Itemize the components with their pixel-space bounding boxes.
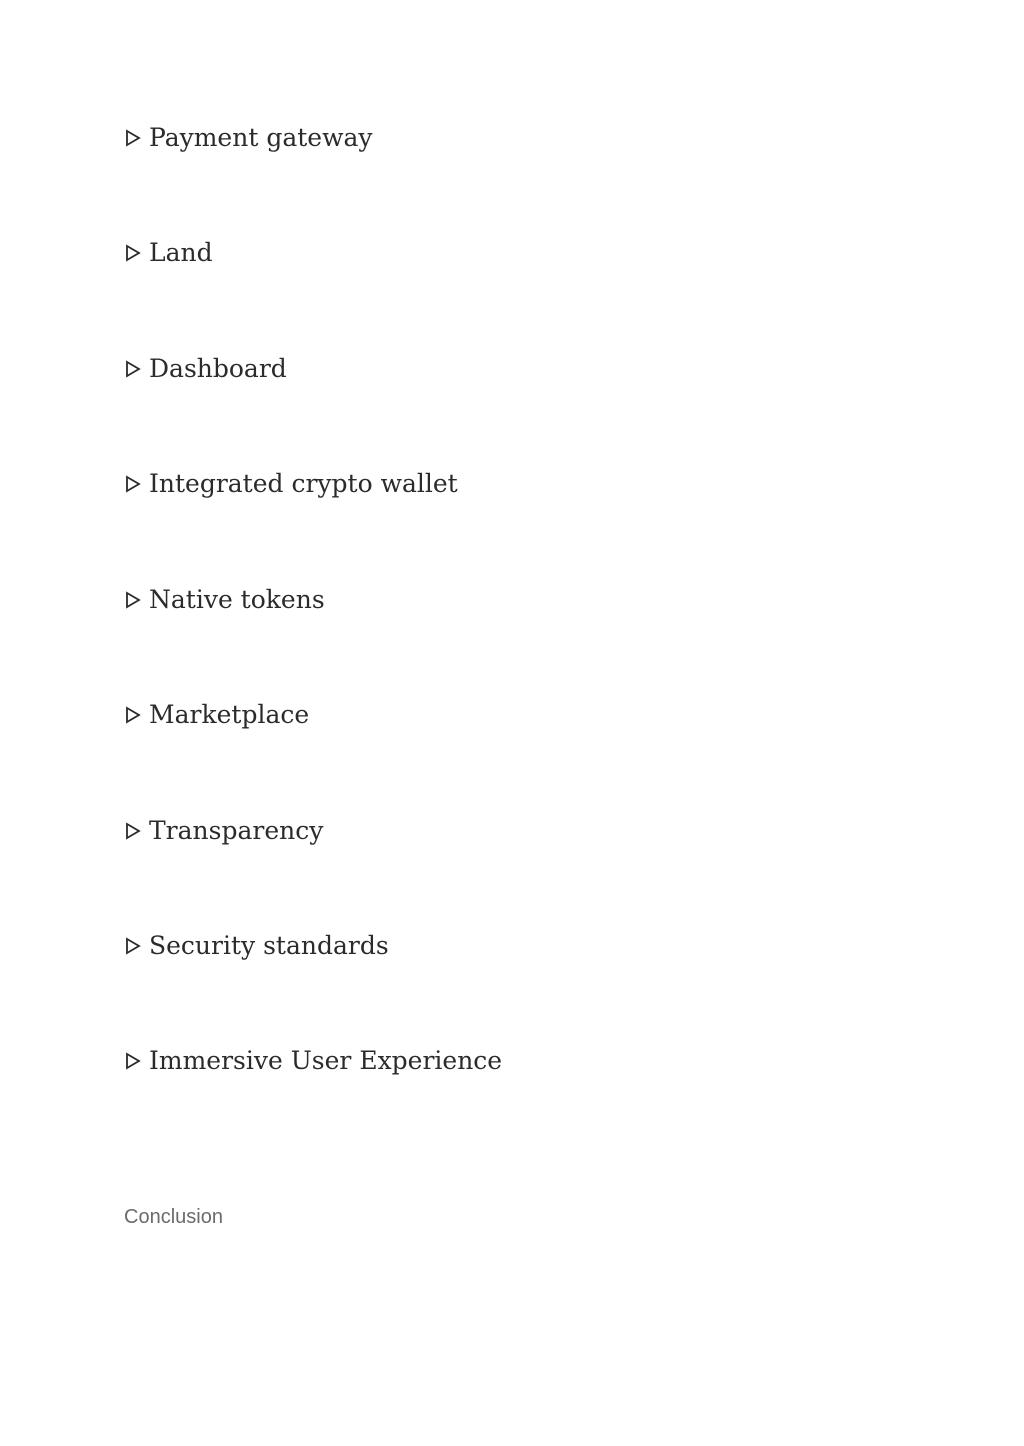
feature-label-dashboard: Dashboard xyxy=(149,353,287,383)
feature-label-integrated-crypto-wallet: Integrated crypto wallet xyxy=(149,469,458,499)
triangle-right-outline-icon xyxy=(124,693,142,737)
triangle-right-outline-icon xyxy=(124,1039,142,1083)
feature-label-marketplace: Marketplace xyxy=(149,700,310,730)
list-item xyxy=(124,809,502,924)
list-item xyxy=(124,116,502,231)
feature-label-immersive-user-experience: Immersive User Experience xyxy=(149,1046,503,1076)
list-item xyxy=(124,578,502,693)
list-item xyxy=(124,1039,502,1155)
feature-list xyxy=(124,116,502,1155)
triangle-right-outline-icon xyxy=(124,116,142,160)
feature-label-land: Land xyxy=(149,238,213,268)
triangle-right-outline-icon xyxy=(124,924,142,968)
feature-label-payment-gateway: Payment gateway xyxy=(149,123,373,152)
feature-label-native-tokens: Native tokens xyxy=(149,584,325,614)
triangle-right-outline-icon xyxy=(124,578,142,622)
feature-label-transparency: Transparency xyxy=(149,815,324,845)
list-item xyxy=(124,231,502,346)
triangle-right-outline-icon xyxy=(124,809,142,853)
triangle-right-outline-icon xyxy=(124,231,142,275)
list-item xyxy=(124,347,502,463)
triangle-right-outline-icon xyxy=(124,347,142,391)
list-item xyxy=(124,924,502,1039)
feature-label-security-standards: Security standards xyxy=(149,930,389,960)
list-item xyxy=(124,693,502,809)
triangle-right-outline-icon xyxy=(124,462,142,506)
conclusion-heading: Conclusion xyxy=(124,1206,223,1228)
list-item xyxy=(124,462,502,577)
